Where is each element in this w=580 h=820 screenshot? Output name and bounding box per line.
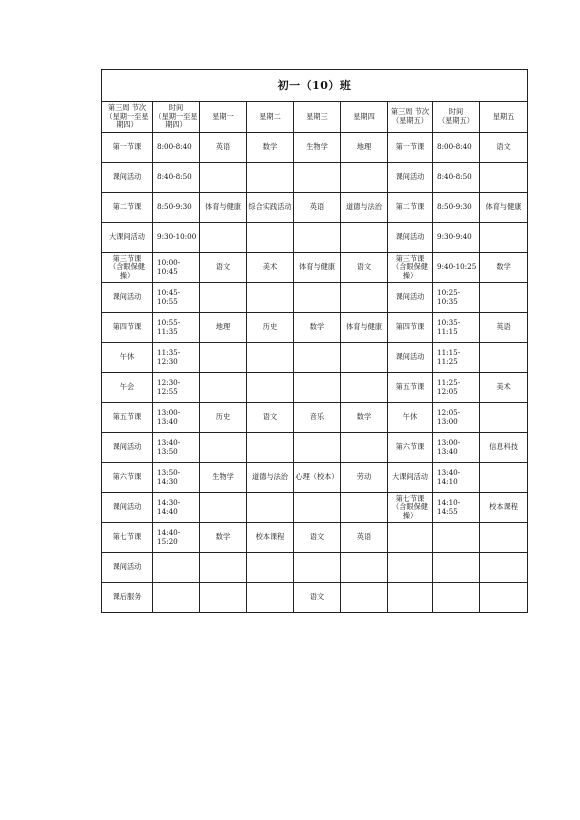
- cell-line: 体育与健康: [205, 202, 241, 212]
- period-cell: [388, 583, 433, 613]
- cell-line: 10:35-11:15: [437, 317, 461, 336]
- subject-cell: [247, 313, 294, 343]
- cell-line: 第六节课: [395, 442, 425, 452]
- cell-line: 星期三: [306, 111, 328, 121]
- cell-line: 语文: [356, 262, 372, 272]
- subject-cell: [247, 433, 294, 463]
- period-cell: [102, 403, 153, 433]
- table-row: [102, 193, 528, 223]
- cell-line: 第四节课: [395, 322, 425, 332]
- cell-line: 校本课程: [255, 532, 285, 542]
- subject-cell: [200, 433, 247, 463]
- cell-line: 体育与健康: [346, 322, 382, 332]
- subject-cell: [200, 313, 247, 343]
- subject-cell: [480, 463, 528, 493]
- subject-cell: [247, 283, 294, 313]
- cell-line: 星期五: [492, 111, 515, 121]
- cell-line: 道德与法治: [252, 472, 288, 482]
- cell-line: 13:40-14:10: [437, 467, 461, 486]
- subject-cell: [200, 403, 247, 433]
- cell-line: 课间活动: [112, 172, 142, 182]
- cell-line: 校本课程: [489, 502, 518, 512]
- cell-line: 课间活动: [112, 292, 142, 302]
- table-row: [102, 553, 528, 583]
- time-cell: [433, 283, 480, 313]
- time-cell: [153, 523, 200, 553]
- cell-line: 第三周 节次: [107, 103, 147, 113]
- period-cell: [102, 223, 153, 253]
- period-cell: [102, 343, 153, 373]
- period-cell: [388, 523, 433, 553]
- time-cell: [433, 133, 480, 163]
- period-cell: [388, 163, 433, 193]
- cell-line: 课间活动: [395, 352, 425, 362]
- cell-line: 10:55-11:35: [157, 317, 181, 336]
- time-cell: [433, 313, 480, 343]
- cell-line: 课间活动: [112, 442, 142, 452]
- time-cell: [153, 493, 200, 523]
- subject-cell: [341, 463, 388, 493]
- time-cell: [153, 553, 200, 583]
- table-row: [102, 283, 528, 313]
- cell-line: （含眼保健: [392, 502, 428, 512]
- subject-cell: [294, 523, 341, 553]
- cell-line: 8:00-8:40: [157, 142, 192, 152]
- subject-cell: [200, 163, 247, 193]
- period-cell: [102, 493, 153, 523]
- period-cell: [102, 313, 153, 343]
- cell-line: 数学: [496, 262, 511, 272]
- cell-line: 12:05-13:00: [437, 407, 461, 426]
- period-cell: [388, 193, 433, 223]
- column-header: [341, 102, 388, 133]
- cell-line: 8:40-8:50: [437, 172, 472, 182]
- period-cell: [102, 583, 153, 613]
- cell-line: （星期一至星: [105, 111, 149, 121]
- subject-cell: [480, 583, 528, 613]
- column-header: [433, 102, 480, 133]
- column-header: [200, 102, 247, 133]
- subject-cell: [341, 193, 388, 223]
- time-cell: [433, 193, 480, 223]
- subject-cell: [200, 193, 247, 223]
- column-header: [153, 102, 200, 133]
- subject-cell: [247, 493, 294, 523]
- subject-cell: [341, 523, 388, 553]
- subject-cell: [247, 133, 294, 163]
- subject-cell: [294, 403, 341, 433]
- subject-cell: [247, 253, 294, 283]
- cell-line: 8:50-9:30: [157, 202, 192, 212]
- cell-line: 操）: [402, 510, 418, 520]
- subject-cell: [480, 523, 528, 553]
- table-row: [102, 343, 528, 373]
- subject-cell: [294, 493, 341, 523]
- cell-line: 历史: [215, 412, 231, 422]
- table-row: [102, 403, 528, 433]
- subject-cell: [294, 583, 341, 613]
- cell-line: 14:30-14:40: [157, 497, 181, 516]
- period-cell: [102, 463, 153, 493]
- header-row: [102, 102, 528, 133]
- subject-cell: [294, 343, 341, 373]
- table-row: [102, 223, 528, 253]
- time-cell: [153, 343, 200, 373]
- period-cell: [388, 373, 433, 403]
- time-cell: [153, 583, 200, 613]
- cell-line: 地理: [356, 142, 372, 152]
- time-cell: [153, 283, 200, 313]
- cell-line: 11:35-12:30: [157, 347, 181, 366]
- cell-line: 数学: [262, 142, 278, 152]
- cell-line: 8:00-8:40: [437, 142, 472, 152]
- table-row: [102, 163, 528, 193]
- period-cell: [388, 343, 433, 373]
- table-row: [102, 463, 528, 493]
- subject-cell: [341, 373, 388, 403]
- subject-cell: [200, 553, 247, 583]
- period-cell: [388, 253, 433, 283]
- cell-line: 美术: [262, 262, 278, 272]
- cell-line: 英语: [356, 532, 372, 542]
- time-cell: [153, 313, 200, 343]
- cell-line: 第二节课: [395, 202, 425, 212]
- cell-line: 第四节课: [112, 322, 142, 332]
- period-cell: [388, 133, 433, 163]
- column-header: [247, 102, 294, 133]
- cell-line: 13:50-14:30: [157, 467, 181, 486]
- subject-cell: [341, 283, 388, 313]
- cell-line: 第一节课: [395, 142, 425, 152]
- table-row: [102, 253, 528, 283]
- table-row: [102, 493, 528, 523]
- cell-line: 美术: [496, 382, 511, 392]
- cell-line: 14:10-14:55: [437, 497, 461, 516]
- subject-cell: [341, 223, 388, 253]
- subject-cell: [200, 343, 247, 373]
- timetable: [101, 69, 528, 613]
- subject-cell: [200, 133, 247, 163]
- cell-line: 课后服务: [112, 592, 142, 602]
- period-cell: [388, 553, 433, 583]
- subject-cell: [247, 373, 294, 403]
- period-cell: [388, 223, 433, 253]
- subject-cell: [200, 373, 247, 403]
- table-row: [102, 583, 528, 613]
- subject-cell: [480, 493, 528, 523]
- timetable-title: 初一（10）班: [102, 70, 528, 102]
- cell-line: 9:40-10:25: [437, 262, 477, 272]
- subject-cell: [480, 253, 528, 283]
- cell-line: 大课间活动: [109, 232, 145, 242]
- subject-cell: [294, 283, 341, 313]
- period-cell: [102, 523, 153, 553]
- period-cell: [388, 313, 433, 343]
- cell-line: 第七节课: [112, 532, 142, 542]
- cell-line: （星期一至星: [154, 111, 198, 121]
- cell-line: （星期五）: [438, 116, 474, 125]
- subject-cell: [294, 553, 341, 583]
- subject-cell: [341, 493, 388, 523]
- cell-line: 11:25-12:05: [437, 377, 461, 396]
- subject-cell: [480, 133, 528, 163]
- cell-line: 语文: [262, 412, 278, 422]
- cell-line: 10:25-10:35: [437, 287, 461, 306]
- cell-line: 课间活动: [395, 172, 425, 182]
- subject-cell: [247, 223, 294, 253]
- time-cell: [433, 523, 480, 553]
- cell-line: 课间活动: [395, 232, 425, 242]
- time-cell: [153, 403, 200, 433]
- period-cell: [102, 163, 153, 193]
- cell-line: 道德与法治: [346, 202, 382, 212]
- subject-cell: [247, 343, 294, 373]
- time-cell: [153, 223, 200, 253]
- subject-cell: [247, 523, 294, 553]
- cell-line: 地理: [215, 322, 231, 332]
- period-cell: [388, 433, 433, 463]
- subject-cell: [341, 403, 388, 433]
- subject-cell: [480, 373, 528, 403]
- period-cell: [102, 253, 153, 283]
- subject-cell: [247, 163, 294, 193]
- cell-line: 第三节课: [112, 253, 142, 263]
- subject-cell: [480, 433, 528, 463]
- subject-cell: [200, 583, 247, 613]
- subject-cell: [247, 553, 294, 583]
- subject-cell: [200, 493, 247, 523]
- subject-cell: [200, 253, 247, 283]
- cell-line: 信息科技: [489, 442, 518, 452]
- cell-line: 体育与健康: [485, 202, 522, 212]
- subject-cell: [247, 193, 294, 223]
- cell-line: 数学: [309, 322, 325, 332]
- cell-line: 第三节课: [395, 253, 425, 263]
- subject-cell: [294, 373, 341, 403]
- subject-cell: [341, 343, 388, 373]
- cell-line: 13:00-13:40: [437, 437, 461, 456]
- cell-line: 期四）: [165, 120, 187, 130]
- subject-cell: [294, 193, 341, 223]
- cell-line: 生物学: [212, 472, 234, 482]
- cell-line: 操）: [402, 270, 418, 280]
- cell-line: 语文: [309, 532, 325, 542]
- cell-line: 期四）: [116, 120, 138, 130]
- cell-line: 14:40-15:20: [157, 527, 181, 546]
- subject-cell: [480, 283, 528, 313]
- cell-line: 综合实践活动: [248, 202, 292, 212]
- subject-cell: [480, 193, 528, 223]
- time-cell: [153, 193, 200, 223]
- table-row: [102, 433, 528, 463]
- period-cell: [388, 463, 433, 493]
- cell-line: 操）: [119, 270, 135, 280]
- cell-line: 数学: [215, 532, 231, 542]
- cell-line: 星期四: [353, 111, 375, 121]
- subject-cell: [200, 223, 247, 253]
- subject-cell: [294, 313, 341, 343]
- subject-cell: [247, 583, 294, 613]
- time-cell: [433, 553, 480, 583]
- cell-line: 第二节课: [112, 202, 142, 212]
- cell-line: 大课间活动: [392, 472, 428, 482]
- subject-cell: [294, 433, 341, 463]
- cell-line: 星期一: [212, 111, 234, 121]
- cell-line: 心理（校本）: [295, 472, 339, 482]
- cell-line: 课间活动: [395, 292, 425, 302]
- table-row: [102, 373, 528, 403]
- subject-cell: [294, 253, 341, 283]
- cell-line: 音乐: [309, 412, 325, 422]
- subject-cell: [294, 463, 341, 493]
- cell-line: 星期二: [259, 111, 281, 121]
- cell-line: 12:30-12:55: [157, 377, 181, 396]
- subject-cell: [200, 283, 247, 313]
- table-row: [102, 133, 528, 163]
- time-cell: [433, 463, 480, 493]
- cell-line: 第五节课: [395, 382, 425, 392]
- subject-cell: [294, 133, 341, 163]
- cell-line: 13:40-13:50: [157, 437, 181, 456]
- subject-cell: [247, 463, 294, 493]
- subject-cell: [200, 523, 247, 553]
- period-cell: [102, 193, 153, 223]
- cell-line: 8:50-9:30: [437, 202, 472, 212]
- period-cell: [102, 133, 153, 163]
- cell-line: 语文: [215, 262, 231, 272]
- cell-line: 语文: [309, 592, 325, 602]
- subject-cell: [341, 553, 388, 583]
- subject-cell: [341, 253, 388, 283]
- period-cell: [102, 283, 153, 313]
- time-cell: [433, 433, 480, 463]
- time-cell: [433, 343, 480, 373]
- cell-line: 时间: [168, 103, 184, 113]
- column-header: [480, 102, 528, 133]
- cell-line: 午会: [119, 382, 135, 392]
- column-header: [294, 102, 341, 133]
- period-cell: [388, 283, 433, 313]
- cell-line: 体育与健康: [299, 262, 335, 272]
- cell-line: 第五节课: [112, 412, 142, 422]
- time-cell: [433, 493, 480, 523]
- cell-line: 英语: [496, 322, 511, 332]
- time-cell: [153, 253, 200, 283]
- cell-line: 13:00-13:40: [157, 407, 181, 426]
- cell-line: 9:30-10:00: [157, 232, 197, 242]
- cell-line: 9:30-9:40: [437, 232, 472, 242]
- cell-line: 第七节课: [395, 493, 425, 503]
- subject-cell: [480, 163, 528, 193]
- subject-cell: [341, 313, 388, 343]
- cell-line: 第三周 节次: [390, 107, 430, 117]
- cell-line: 11:15-11:25: [437, 347, 461, 366]
- column-header: [388, 102, 433, 133]
- cell-line: 生物学: [306, 142, 328, 152]
- cell-line: 午休: [119, 352, 135, 362]
- table-row: [102, 523, 528, 553]
- time-cell: [153, 163, 200, 193]
- time-cell: [433, 583, 480, 613]
- timetable-sheet: [101, 69, 527, 613]
- cell-line: 英语: [215, 142, 231, 152]
- subject-cell: [294, 223, 341, 253]
- time-cell: [153, 433, 200, 463]
- time-cell: [153, 463, 200, 493]
- cell-line: 时间: [448, 107, 464, 117]
- subject-cell: [341, 133, 388, 163]
- subject-cell: [480, 403, 528, 433]
- subject-cell: [341, 163, 388, 193]
- time-cell: [433, 403, 480, 433]
- subject-cell: [294, 163, 341, 193]
- subject-cell: [480, 313, 528, 343]
- cell-line: 劳动: [356, 472, 372, 482]
- cell-line: 10:00-10:45: [157, 257, 181, 276]
- subject-cell: [247, 403, 294, 433]
- time-cell: [153, 373, 200, 403]
- period-cell: [102, 553, 153, 583]
- table-row: [102, 313, 528, 343]
- cell-line: 语文: [496, 142, 511, 152]
- cell-line: 午休: [402, 412, 418, 422]
- subject-cell: [341, 433, 388, 463]
- cell-line: 第一节课: [112, 142, 142, 152]
- column-header: [102, 102, 153, 133]
- subject-cell: [480, 343, 528, 373]
- cell-line: （含眼保健: [109, 262, 145, 272]
- subject-cell: [341, 583, 388, 613]
- cell-line: 课间活动: [112, 562, 142, 572]
- time-cell: [433, 373, 480, 403]
- period-cell: [102, 433, 153, 463]
- time-cell: [433, 223, 480, 253]
- time-cell: [433, 163, 480, 193]
- period-cell: [102, 373, 153, 403]
- time-cell: [433, 253, 480, 283]
- cell-line: 数学: [356, 412, 372, 422]
- cell-line: 课间活动: [112, 502, 142, 512]
- cell-line: 英语: [309, 202, 325, 212]
- subject-cell: [480, 223, 528, 253]
- time-cell: [153, 133, 200, 163]
- cell-line: 10:45-10:55: [157, 287, 181, 306]
- cell-line: 历史: [262, 322, 278, 332]
- cell-line: 8:40-8:50: [157, 172, 192, 182]
- cell-line: 第六节课: [112, 472, 142, 482]
- cell-line: （含眼保健: [392, 262, 428, 272]
- cell-line: （星期五）: [392, 116, 428, 125]
- period-cell: [388, 403, 433, 433]
- subject-cell: [480, 553, 528, 583]
- subject-cell: [200, 463, 247, 493]
- period-cell: [388, 493, 433, 523]
